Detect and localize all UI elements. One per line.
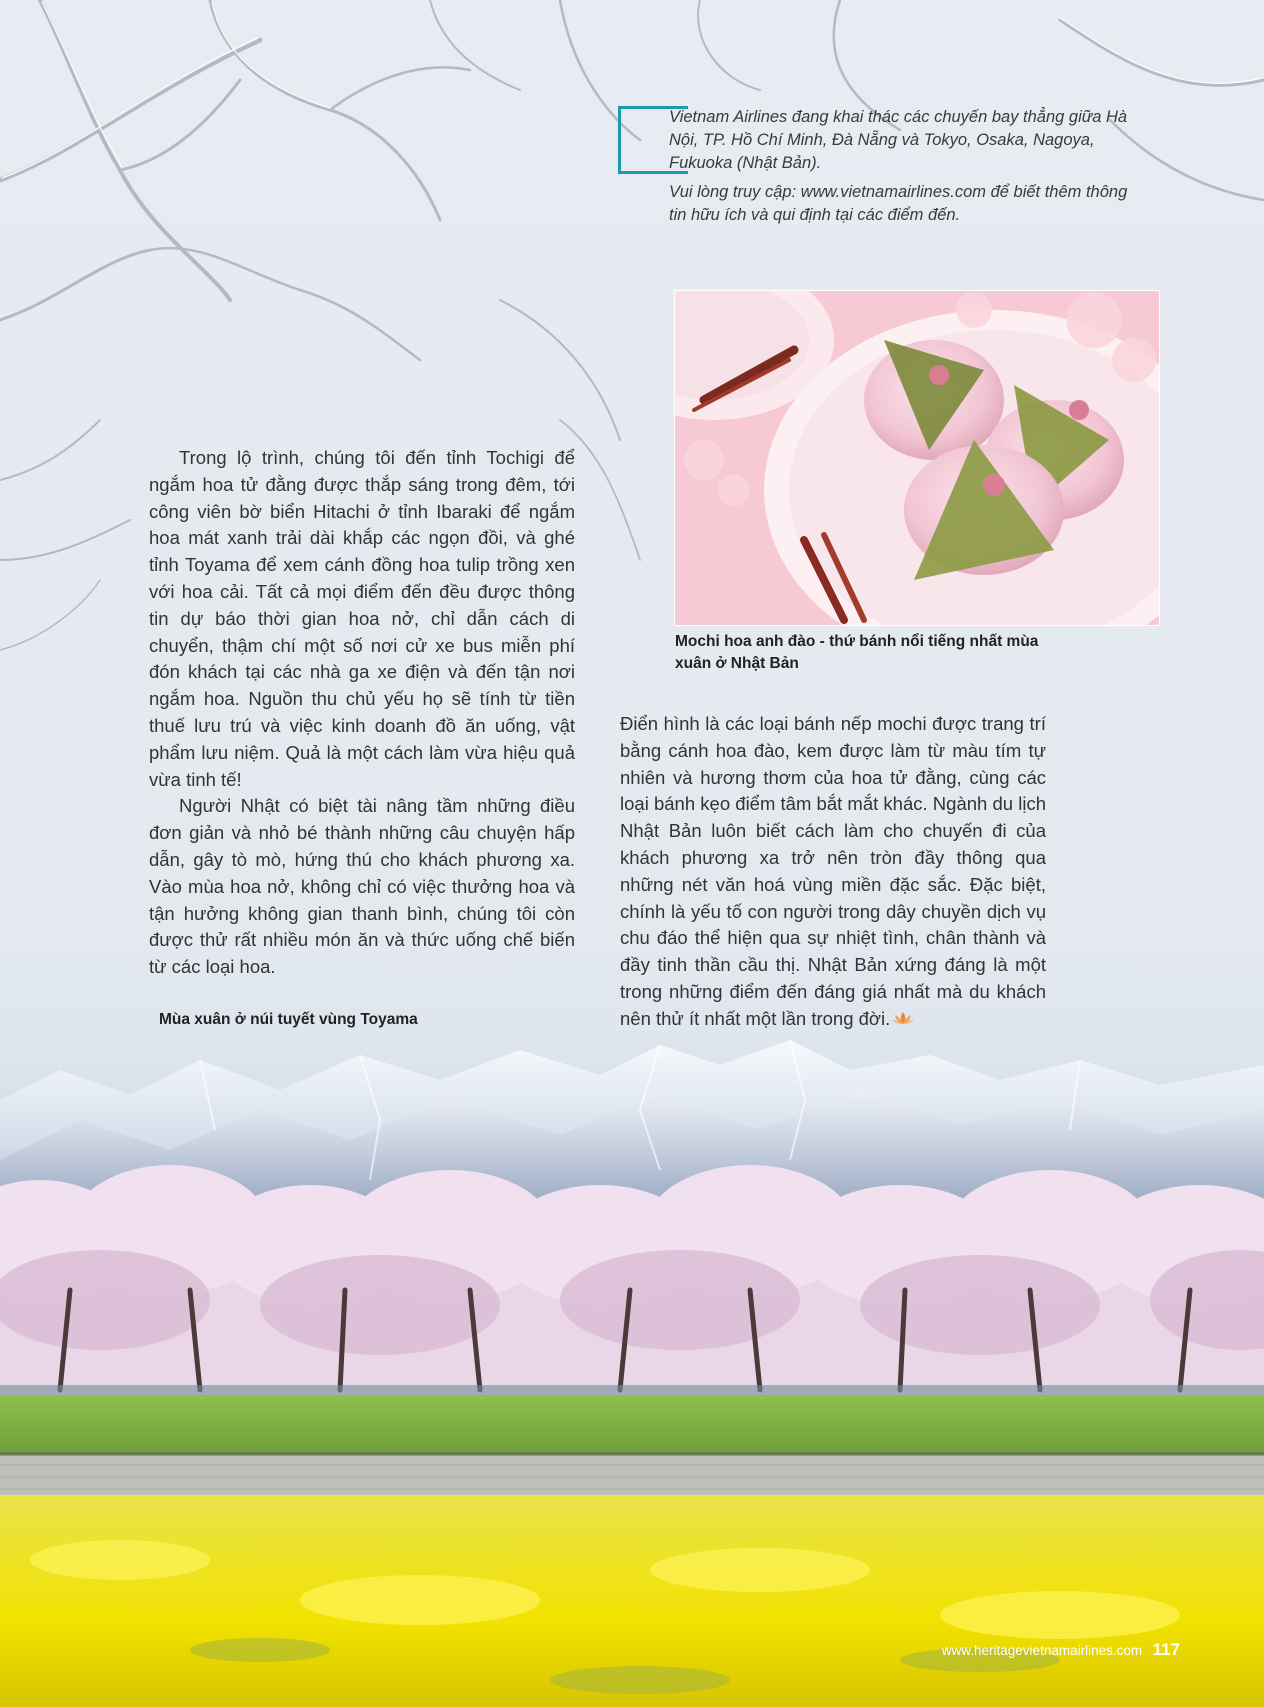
footer-url[interactable]: www.heritagevietnamairlines.com — [941, 1643, 1143, 1658]
mochi-photo-caption: Mochi hoa anh đào - thứ bánh nổi tiếng nhất mùa xuân ở Nhật Bản — [675, 633, 1039, 672]
article-paragraph: Trong lộ trình, chúng tôi đến tỉnh Tochigi để ngắm hoa tử đằng được thắp sáng trong đêm, tới công viên bờ biển Hitachi ở tỉnh Ibaraki để ngắm hoa mát xanh trải dài khắp các ngọn đồi, và ghé tỉnh Toyama để xem cánh đồng hoa tulip trồng xen với hoa cải. Tất cả mọi điểm đến đều được thông tin dự báo thời gian hoa nở, chỉ dẫn cách di chuyển, thậm chí một số nơi cử xe bus miễn phí đón khách tại các nhà ga xe điện và đến tận nơi ngắm hoa. Nguồn thu chủ yếu họ sẽ tính từ tiền thuế lưu trú và việc kinh doanh đồ ăn uống, vật phẩm lưu niệm. Quả là một cách làm vừa hiệu quả vừa tinh tế! — [149, 447, 575, 790]
toyama-photo-caption: Mùa xuân ở núi tuyết vùng Toyama — [159, 1011, 418, 1028]
article-paragraph: Người Nhật có biệt tài nâng tầm những điều đơn giản và nhỏ bé thành những câu chuyện hấp dẫn, gây tò mò, hứng thú cho khách phương xa. Vào mùa hoa nở, không chỉ có việc thưởng hoa và tận hưởng không gian thanh bình, chúng tôi còn được thử rất nhiều món ăn và thức uống chế biến từ các loại hoa. — [149, 795, 575, 978]
callout-website-text: Vui lòng truy cập: www.vietnamairlines.com để biết thêm thông tin hữu ích và qui định tại các điểm đến. — [669, 183, 1128, 224]
page-footer — [942, 1640, 1180, 1660]
lotus-end-mark-icon — [892, 1011, 914, 1025]
callout-bracket — [618, 106, 688, 174]
mochi-photo — [674, 290, 1160, 626]
callout-flights-text: Vietnam Airlines đang khai thác các chuyến bay thẳng giữa Hà Nội, TP. Hồ Chí Minh, Đà Nẵng và Tokyo, Osaka, Nagoya, Fukuoka (Nhật Bản). — [669, 108, 1128, 172]
article-left-column — [149, 445, 575, 981]
toyama-mountain-panorama-photo — [0, 1040, 1264, 1707]
article-paragraph — [620, 711, 1046, 1033]
article-paragraph-text: Điển hình là các loại bánh nếp mochi được trang trí bằng cánh hoa đào, kem được làm từ màu tím tự nhiên và hương thơm của hoa tử đằng, cùng các loại bánh kẹo điểm tâm bắt mắt khác. Ngành du lịch Nhật Bản luôn biết cách làm cho chuyến đi của khách phương xa trở nên tròn đầy thông qua những nét văn hoá vùng miền đặc sắc. Đặc biệt, chính là yếu tố con người trong dây chuyền dịch vụ chu đáo thể hiện qua sự nhiệt tình, chân thành và đầy tinh thần cầu thị. Nhật Bản xứng đáng là một trong những điểm đến đáng giá nhất mà du khách nên thử ít nhất một lần trong đời. — [620, 713, 1046, 1029]
article-right-column — [620, 711, 1046, 1033]
flight-info-callout — [618, 106, 1138, 233]
page-number: 117 — [1152, 1640, 1180, 1659]
